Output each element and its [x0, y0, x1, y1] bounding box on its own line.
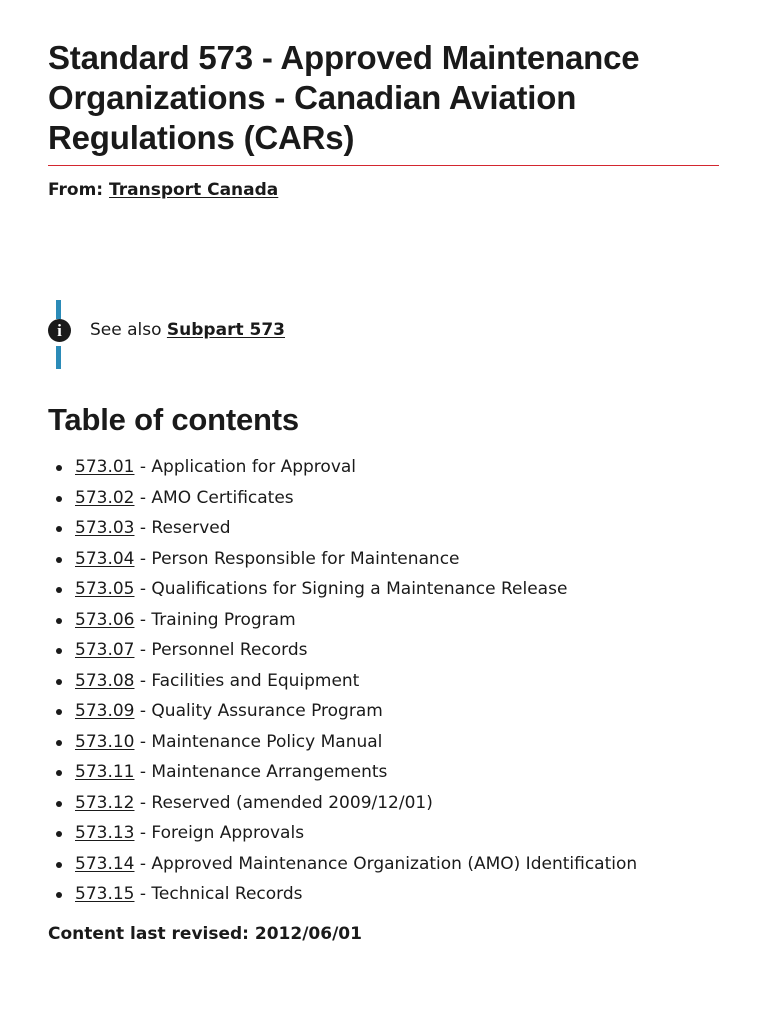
from-label: From:: [48, 180, 104, 200]
toc-item-text: - Maintenance Policy Manual: [134, 731, 383, 752]
toc-link[interactable]: 573.05: [75, 579, 135, 599]
toc-item: [75, 544, 637, 575]
toc-item: [75, 696, 637, 727]
see-also-notice: [48, 300, 648, 369]
toc-link[interactable]: 573.08: [75, 670, 135, 691]
from-line: [48, 179, 719, 201]
notice-accent-bar: [56, 300, 61, 319]
toc-link[interactable]: 573.11: [75, 762, 135, 782]
toc-item: [75, 818, 637, 849]
toc-item-text: - Application for Approval: [134, 457, 357, 477]
toc-item-text: - Quality Assurance Program: [134, 701, 383, 721]
toc-item: [75, 574, 637, 605]
toc-item: [75, 605, 637, 636]
info-icon: i: [48, 319, 71, 342]
toc-item-text: - Approved Maintenance Organization (AMO) Identification: [134, 853, 638, 874]
toc-item-text: - Personnel Records: [134, 640, 308, 660]
toc-link[interactable]: 573.10: [75, 731, 135, 752]
toc-link[interactable]: 573.03: [75, 518, 135, 538]
toc-item: [75, 452, 637, 483]
toc-item: [75, 757, 637, 788]
toc-list: [48, 452, 637, 910]
toc-item-text: - Training Program: [134, 609, 296, 630]
toc-link[interactable]: 573.13: [75, 823, 135, 843]
toc-item-text: - AMO Certificates: [134, 487, 294, 508]
toc-link[interactable]: 573.14: [75, 853, 135, 874]
transport-canada-link[interactable]: Transport Canada: [109, 180, 279, 200]
toc-link[interactable]: 573.15: [75, 884, 135, 904]
toc-item-text: - Maintenance Arrangements: [134, 762, 388, 782]
revised-date: 2012/06/01: [254, 924, 362, 944]
toc-item: [75, 513, 637, 544]
toc-item-text: - Reserved: [134, 518, 231, 538]
toc-item: [75, 635, 637, 666]
toc-link[interactable]: 573.02: [75, 487, 135, 508]
toc-link[interactable]: 573.01: [75, 457, 135, 477]
toc-item-text: - Person Responsible for Maintenance: [134, 548, 460, 569]
toc-item-text: - Technical Records: [134, 884, 303, 904]
toc-item-text: - Reserved (amended 2009/12/01): [134, 792, 433, 813]
page-title: Standard 573 - Approved Maintenance Organizations - Canadian Aviation Regulations (CARs): [48, 38, 719, 166]
toc-item: [75, 483, 637, 514]
toc-item: [75, 788, 637, 819]
toc-link[interactable]: 573.12: [75, 792, 135, 813]
toc-link[interactable]: 573.07: [75, 640, 135, 660]
subpart-573-link[interactable]: Subpart 573: [166, 320, 285, 340]
toc-link[interactable]: 573.06: [75, 609, 135, 630]
toc-item-text: - Facilities and Equipment: [134, 670, 360, 691]
last-revised: [48, 923, 362, 945]
toc-item: [75, 879, 637, 910]
toc-item: [75, 849, 637, 880]
notice-accent-bar: [56, 346, 61, 369]
toc-heading: Table of contents: [48, 402, 299, 437]
page-content: [48, 38, 719, 944]
toc-item-text: - Foreign Approvals: [134, 823, 305, 843]
notice-text: [90, 319, 285, 341]
revised-label: Content last revised:: [48, 924, 249, 944]
toc-item: [75, 666, 637, 697]
toc-link[interactable]: 573.04: [75, 548, 135, 569]
notice-label: See also: [90, 320, 162, 340]
toc-link[interactable]: 573.09: [75, 701, 135, 721]
toc-item: [75, 727, 637, 758]
toc-item-text: - Qualifications for Signing a Maintenance Release: [134, 579, 568, 599]
